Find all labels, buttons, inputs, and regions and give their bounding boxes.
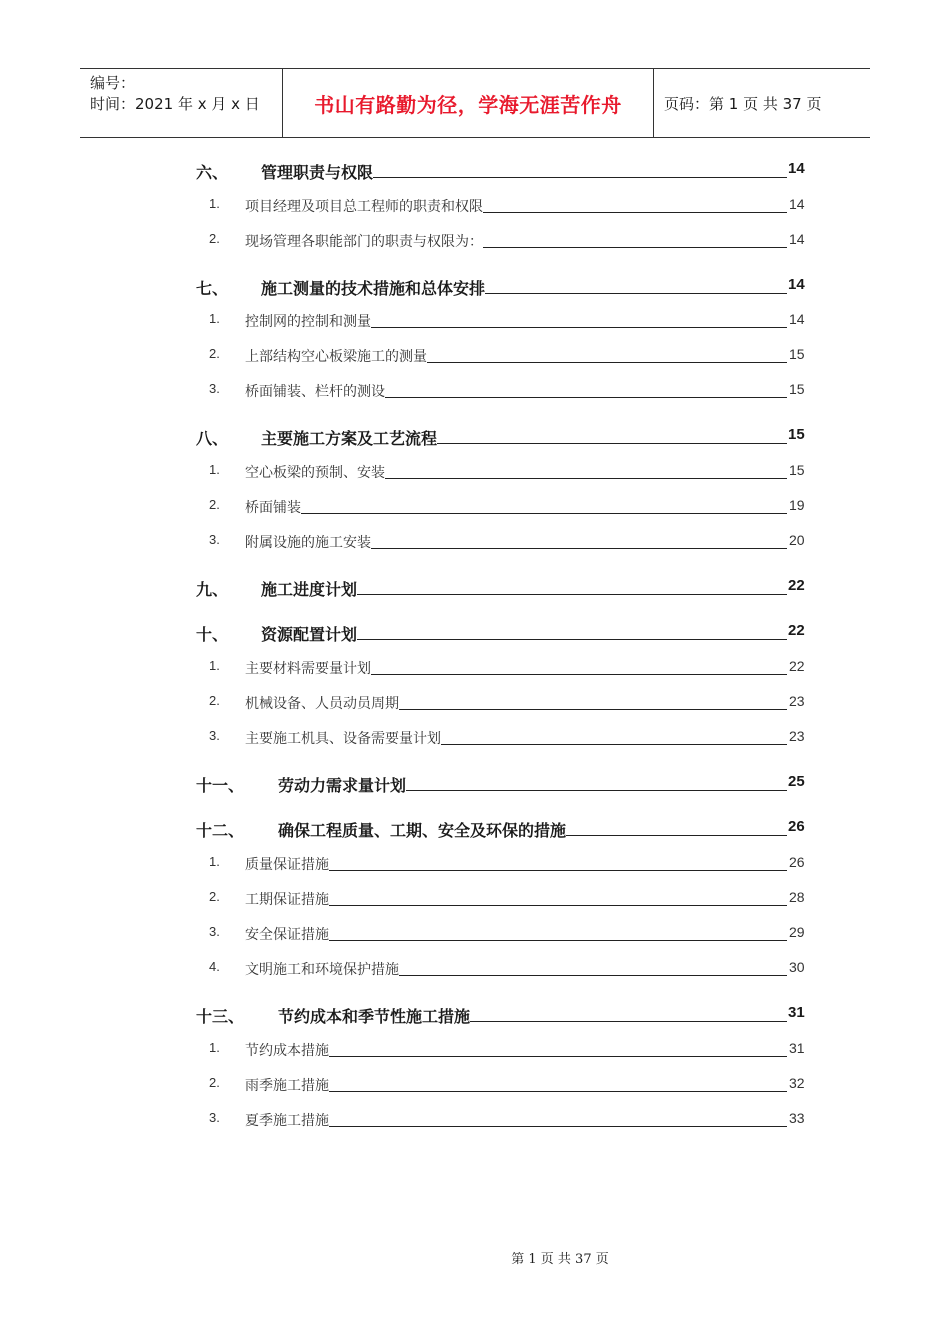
toc-entry-number: 2. xyxy=(209,889,220,904)
toc-entry-page: 29 xyxy=(789,924,805,940)
toc-leader-line xyxy=(485,293,787,294)
toc-entry-page: 28 xyxy=(789,889,805,905)
toc-entry-page: 15 xyxy=(789,462,805,478)
toc-entry-number: 1. xyxy=(209,854,220,869)
toc-section-entry[interactable] xyxy=(0,889,950,911)
toc-entry-number: 2. xyxy=(209,693,220,708)
toc-entry-page: 22 xyxy=(788,577,805,594)
toc-entry-number: 3. xyxy=(209,381,220,396)
toc-leader-line xyxy=(357,639,787,640)
toc-entry-number: 1. xyxy=(209,311,220,326)
toc-entry-page: 23 xyxy=(789,728,805,744)
toc-entry-page: 32 xyxy=(789,1075,805,1091)
toc-entry-title: 雨季施工措施 xyxy=(245,1078,329,1094)
toc-entry-number: 2. xyxy=(209,346,220,361)
toc-entry-page: 31 xyxy=(788,1004,805,1021)
toc-entry-page: 14 xyxy=(788,160,805,177)
toc-leader-line xyxy=(427,362,787,363)
toc-entry-title: 上部结构空心板梁施工的测量 xyxy=(245,349,427,365)
toc-section-entry[interactable] xyxy=(0,231,950,253)
toc-entry-number: 3. xyxy=(209,532,220,547)
toc-section-entry[interactable] xyxy=(0,924,950,946)
toc-leader-line xyxy=(301,513,787,514)
doc-number-label: 编号： xyxy=(90,74,136,92)
toc-entry-title: 桥面铺装、栏杆的测设 xyxy=(245,384,385,400)
toc-section-entry[interactable] xyxy=(0,728,950,750)
toc-section-entry[interactable] xyxy=(0,1110,950,1132)
page-footer: 第 1 页 共 37 页 xyxy=(511,1252,609,1267)
toc-entry-title: 现场管理各职能部门的职责与权限为： xyxy=(245,234,483,250)
toc-leader-line xyxy=(483,247,787,248)
toc-entry-title: 施工进度计划 xyxy=(261,580,358,599)
toc-leader-line xyxy=(406,790,787,791)
toc-entry-page: 30 xyxy=(789,959,805,975)
toc-entry-number: 十一、 xyxy=(196,776,245,795)
header-meta xyxy=(80,69,282,137)
toc-entry-title: 节约成本措施 xyxy=(245,1043,329,1059)
toc-entry-number: 4. xyxy=(209,959,220,974)
header-motto: 书山有路勤为径，学海无涯苦作舟 xyxy=(282,69,654,137)
toc-leader-line xyxy=(483,212,787,213)
toc-leader-line xyxy=(437,443,787,444)
toc-entry-page: 23 xyxy=(789,693,805,709)
toc-entry-number: 十二、 xyxy=(196,821,245,840)
toc-leader-line xyxy=(329,905,787,906)
toc-entry-number: 十三、 xyxy=(196,1007,245,1026)
toc-chapter-entry[interactable] xyxy=(0,1004,950,1026)
toc-entry-title: 质量保证措施 xyxy=(245,857,329,873)
time-label: 时间：2021 年 x 月 x 日 xyxy=(90,95,260,113)
toc-leader-line xyxy=(329,940,787,941)
toc-section-entry[interactable] xyxy=(0,497,950,519)
toc-entry-title: 确保工程质量、工期、安全及环保的措施 xyxy=(278,821,567,840)
toc-entry-page: 22 xyxy=(788,622,805,639)
toc-section-entry[interactable] xyxy=(0,1075,950,1097)
toc-entry-page: 14 xyxy=(789,231,805,247)
toc-entry-page: 20 xyxy=(789,532,805,548)
toc-section-entry[interactable] xyxy=(0,311,950,333)
toc-entry-number: 九、 xyxy=(196,580,229,599)
toc-entry-number: 1. xyxy=(209,462,220,477)
toc-entry-page: 31 xyxy=(789,1040,805,1056)
toc-entry-number: 3. xyxy=(209,924,220,939)
toc-entry-number: 3. xyxy=(209,1110,220,1125)
toc-entry-title: 夏季施工措施 xyxy=(245,1113,329,1129)
toc-entry-title: 安全保证措施 xyxy=(245,927,329,943)
toc-entry-number: 1. xyxy=(209,196,220,211)
toc-leader-line xyxy=(566,835,787,836)
toc-entry-page: 26 xyxy=(788,818,805,835)
toc-leader-line xyxy=(385,397,787,398)
header-page-label: 页码：第 1 页 共 37 页 xyxy=(664,94,822,113)
toc-entry-number: 2. xyxy=(209,1075,220,1090)
toc-chapter-entry[interactable] xyxy=(0,276,950,298)
toc-chapter-entry[interactable] xyxy=(0,622,950,644)
toc-entry-page: 33 xyxy=(789,1110,805,1126)
toc-chapter-entry[interactable] xyxy=(0,426,950,448)
toc-leader-line xyxy=(371,548,787,549)
toc-entry-number: 1. xyxy=(209,658,220,673)
toc-chapter-entry[interactable] xyxy=(0,577,950,599)
toc-leader-line xyxy=(399,709,787,710)
toc-section-entry[interactable] xyxy=(0,381,950,403)
toc-entry-title: 附属设施的施工安装 xyxy=(245,535,371,551)
toc-entry-number: 1. xyxy=(209,1040,220,1055)
toc-entry-title: 管理职责与权限 xyxy=(261,163,374,182)
toc-leader-line xyxy=(371,674,787,675)
toc-entry-title: 空心板梁的预制、安装 xyxy=(245,465,385,481)
toc-entry-number: 2. xyxy=(209,497,220,512)
toc-chapter-entry[interactable] xyxy=(0,818,950,840)
toc-entry-page: 14 xyxy=(788,276,805,293)
toc-section-entry[interactable] xyxy=(0,854,950,876)
toc-entry-number: 八、 xyxy=(196,429,229,448)
toc-entry-title: 节约成本和季节性施工措施 xyxy=(278,1007,471,1026)
toc-section-entry[interactable] xyxy=(0,196,950,218)
toc-entry-number: 六、 xyxy=(196,163,229,182)
toc-section-entry[interactable] xyxy=(0,1040,950,1062)
toc-chapter-entry[interactable] xyxy=(0,773,950,795)
toc-leader-line xyxy=(399,975,787,976)
toc-entry-page: 15 xyxy=(788,426,805,443)
toc-leader-line xyxy=(373,177,787,178)
toc-entry-number: 七、 xyxy=(196,279,229,298)
toc-entry-page: 19 xyxy=(789,497,805,513)
toc-entry-title: 劳动力需求量计划 xyxy=(278,776,407,795)
toc-entry-title: 主要施工方案及工艺流程 xyxy=(261,429,438,448)
toc-leader-line xyxy=(329,1126,787,1127)
toc-entry-title: 机械设备、人员动员周期 xyxy=(245,696,399,712)
toc-leader-line xyxy=(329,870,787,871)
toc-entry-title: 工期保证措施 xyxy=(245,892,329,908)
toc-entry-page: 26 xyxy=(789,854,805,870)
toc-section-entry[interactable] xyxy=(0,959,950,981)
toc-entry-title: 项目经理及项目总工程师的职责和权限 xyxy=(245,199,483,215)
toc-entry-title: 文明施工和环境保护措施 xyxy=(245,962,399,978)
toc-entry-title: 主要材料需要量计划 xyxy=(245,661,371,677)
toc-leader-line xyxy=(371,327,787,328)
toc-entry-page: 15 xyxy=(789,346,805,362)
toc-entry-title: 控制网的控制和测量 xyxy=(245,314,371,330)
toc-entry-page: 14 xyxy=(789,196,805,212)
toc-section-entry[interactable] xyxy=(0,532,950,554)
toc-entry-title: 资源配置计划 xyxy=(261,625,358,644)
toc-section-entry[interactable] xyxy=(0,693,950,715)
toc-leader-line xyxy=(385,478,787,479)
toc-leader-line xyxy=(329,1056,787,1057)
toc-entry-number: 3. xyxy=(209,728,220,743)
toc-chapter-entry[interactable] xyxy=(0,160,950,182)
toc-entry-title: 主要施工机具、设备需要量计划 xyxy=(245,731,441,747)
toc-leader-line xyxy=(470,1021,787,1022)
toc-entry-number: 2. xyxy=(209,231,220,246)
page-header xyxy=(80,68,870,138)
toc-entry-page: 15 xyxy=(789,381,805,397)
toc-entry-page: 14 xyxy=(789,311,805,327)
toc-leader-line xyxy=(329,1091,787,1092)
toc-leader-line xyxy=(357,594,787,595)
toc-section-entry[interactable] xyxy=(0,658,950,680)
toc-entry-title: 桥面铺装 xyxy=(245,500,301,516)
toc-leader-line xyxy=(441,744,787,745)
toc-section-entry[interactable] xyxy=(0,462,950,484)
toc-entry-page: 22 xyxy=(789,658,805,674)
toc-entry-title: 施工测量的技术措施和总体安排 xyxy=(261,279,486,298)
toc-section-entry[interactable] xyxy=(0,346,950,368)
toc-entry-page: 25 xyxy=(788,773,805,790)
toc-entry-number: 十、 xyxy=(196,625,229,644)
